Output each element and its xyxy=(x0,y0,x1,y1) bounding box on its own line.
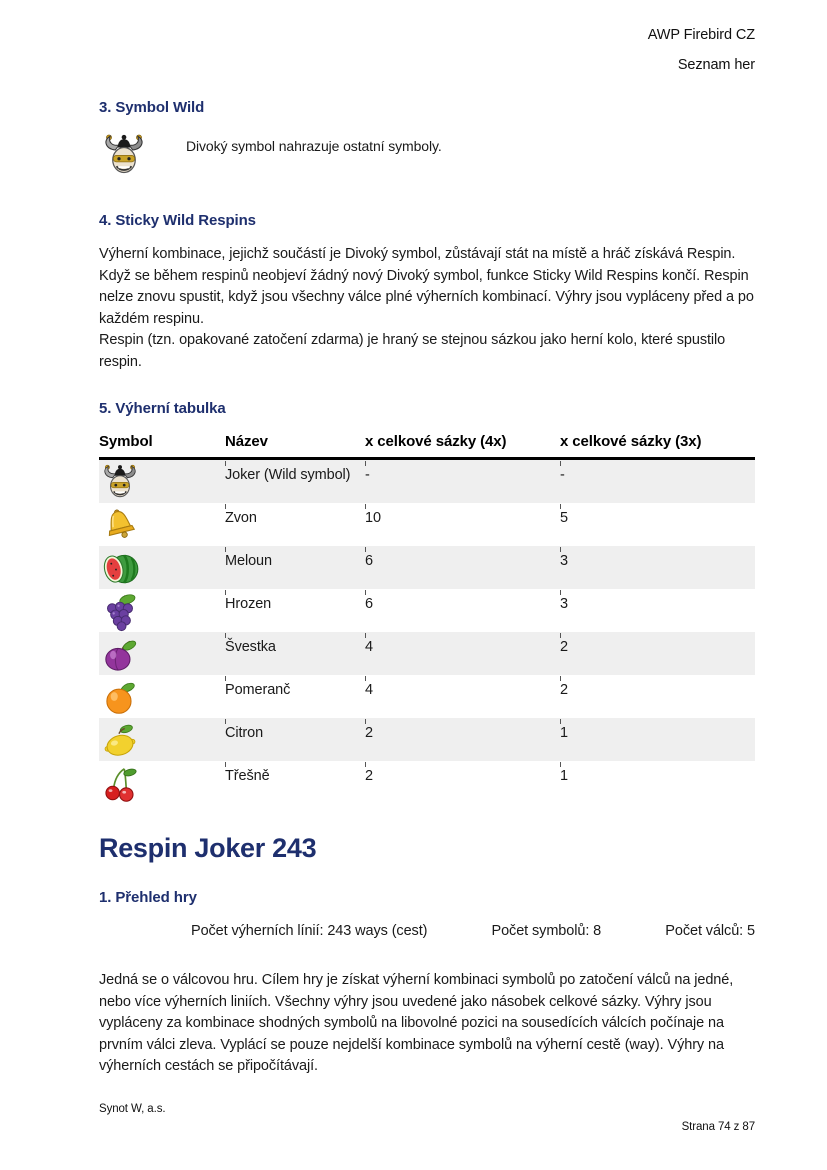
section-win-table-heading: 5. Výherní tabulka xyxy=(99,400,226,417)
symbol-name: Hrozen xyxy=(225,589,365,632)
stat-win-lines: Počet výherních línií: 243 ways (cest) xyxy=(191,923,428,939)
payout-3x: 5 xyxy=(560,503,755,546)
column-header-symbol: Symbol xyxy=(99,433,225,459)
game-stats-row xyxy=(99,923,755,939)
payout-4x: 6 xyxy=(365,546,560,589)
sticky-wild-paragraph-1: Výherní kombinace, jejichž součástí je Divoký symbol, zůstávají stát na místě a hráč získává Respin. Když se během respinů neobjeví žádný nový Divoký symbol, funkce Sticky Wild Respins končí. Respin nelze znovu spustit, když jsou všechny válce plné výherních kombinací. Výhry jsou vypláceny před a po každém respinu. xyxy=(99,246,754,327)
symbol-name: Joker (Wild symbol) xyxy=(225,459,365,504)
section-overview-heading: 1. Přehled hry xyxy=(99,889,197,906)
table-row xyxy=(99,761,755,804)
joker-icon xyxy=(99,459,225,504)
payout-3x: 1 xyxy=(560,761,755,804)
win-table-header-row xyxy=(99,433,755,459)
column-header-name: Název xyxy=(225,433,365,459)
symbol-name: Pomeranč xyxy=(225,675,365,718)
column-header-4x: x celkové sázky (4x) xyxy=(365,433,560,459)
doc-header xyxy=(99,0,755,73)
column-header-3x: x celkové sázky (3x) xyxy=(560,433,755,459)
table-row xyxy=(99,546,755,589)
lemon-icon xyxy=(99,718,225,761)
game-title: Respin Joker 243 xyxy=(99,833,317,863)
payout-3x: 3 xyxy=(560,589,755,632)
table-row xyxy=(99,589,755,632)
symbol-name: Meloun xyxy=(225,546,365,589)
bell-icon xyxy=(99,503,225,546)
stat-symbol-count: Počet symbolů: 8 xyxy=(491,923,602,939)
sticky-wild-paragraph-2: Respin (tzn. opakované zatočení zdarma) je hraný se stejnou sázkou jako herní kolo, které spustilo respin. xyxy=(99,332,726,370)
payout-4x: 4 xyxy=(365,675,560,718)
payout-3x: - xyxy=(560,459,755,504)
symbol-name: Zvon xyxy=(225,503,365,546)
payout-4x: 4 xyxy=(365,632,560,675)
payout-4x: 6 xyxy=(365,589,560,632)
cherries-icon xyxy=(99,761,225,804)
payout-3x: 1 xyxy=(560,718,755,761)
watermelon-icon xyxy=(99,546,225,589)
symbol-name: Třešně xyxy=(225,761,365,804)
grapes-icon xyxy=(99,589,225,632)
payout-4x: 2 xyxy=(365,718,560,761)
wild-symbol-description: Divoký symbol nahrazuje ostatní symboly. xyxy=(186,138,442,154)
section-sticky-wild-heading: 4. Sticky Wild Respins xyxy=(99,212,256,229)
table-row xyxy=(99,632,755,675)
table-row xyxy=(99,718,755,761)
payout-4x: 10 xyxy=(365,503,560,546)
footer-page-number: Strana 74 z 87 xyxy=(681,1120,755,1133)
doc-header-title: AWP Firebird CZ xyxy=(647,27,755,43)
payout-4x: - xyxy=(365,459,560,504)
joker-icon xyxy=(99,129,149,181)
win-table xyxy=(99,433,755,804)
footer-company: Synot W, a.s. xyxy=(99,1102,166,1115)
payout-4x: 2 xyxy=(365,761,560,804)
stat-reel-count: Počet válců: 5 xyxy=(665,923,755,939)
symbol-name: Citron xyxy=(225,718,365,761)
section-symbol-wild-heading: 3. Symbol Wild xyxy=(99,99,205,116)
plum-icon xyxy=(99,632,225,675)
payout-3x: 2 xyxy=(560,632,755,675)
orange-icon xyxy=(99,675,225,718)
table-row xyxy=(99,459,755,504)
wild-symbol-row xyxy=(99,129,755,181)
table-row xyxy=(99,675,755,718)
payout-3x: 2 xyxy=(560,675,755,718)
overview-paragraph: Jedná se o válcovou hru. Cílem hry je získat výherní kombinaci symbolů po zatočení válců na jedné, nebo více výherních liniích. Všechny výhry jsou uvedené jako násobek celkové sázky. Výhry jsou vypláceny za kombinace shodných symbolů na libovolné pozici na sousedících válcích počínaje na prvním válci zleva. Vyplácí se pouze nejdelší kombinace symbolů na výherní cestě (way). Výhry na výherních cestách se připočítávají. xyxy=(99,972,734,1074)
doc-header-subtitle: Seznam her xyxy=(677,57,755,73)
payout-3x: 3 xyxy=(560,546,755,589)
table-row xyxy=(99,503,755,546)
symbol-name: Švestka xyxy=(225,632,365,675)
